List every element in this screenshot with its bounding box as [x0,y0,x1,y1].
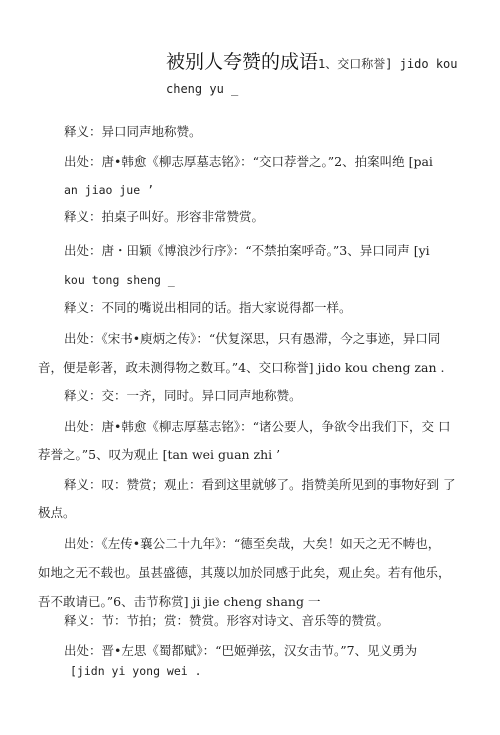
paragraph-line: 如地之无不载也。虽甚盛德，其蔑以加於同感于此矣，观止矣。若有他乐， [38,565,451,580]
document-title [166,50,486,101]
paragraph-line: 释义：异口同声地称赞。 [64,124,202,139]
title-main: 被别人夸赞的成语 [166,51,319,73]
paragraph-line: 释义：叹：赞赏；观止：看到这里就够了。指赞美所见到的事物好到 了 [64,477,456,492]
title-entry-1-heading: 1、交口称誉] jido kou [318,57,458,71]
paragraph-line: 释义：交：一齐，同时。异口同声地称赞。 [64,388,302,403]
paragraph-line: an jiao jue ’ [64,183,155,197]
title-entry-1-pinyin: cheng yu _ [166,82,239,96]
paragraph-line: 极点。 [38,505,76,520]
paragraph-line: 出处：唐•韩愈《柳志厚墓志铭》：“诸公要人，争欲令出我们下，交 口 [64,419,451,434]
paragraph-line: 荐誉之。”5、叹为观止 [tan wei guan zhi ’ [38,447,281,462]
paragraph-line: 吾不敢请已。”6、击节称赏] ji jie cheng shang 一 [38,594,321,609]
paragraph-line: 释义：节：节拍；赏：赞赏。形容对诗文、音乐等的赞赏。 [64,613,390,628]
paragraph-line: 释义：不同的嘴说出相同的话。指大家说得都一样。 [64,300,352,315]
paragraph-line: 出处：《左传•襄公二十九年》：“德至矣哉，大矣！如天之无不帱也， [64,536,441,551]
paragraph-line: 出处：晋•左思《蜀都赋》：“巴姬弹弦，汉女击节。”7、见义勇为 [64,643,418,658]
paragraph-line: 出处：唐•韩愈《柳志厚墓志铭》：“交口荐誉之。”2、拍案叫绝 [pai [64,154,433,169]
paragraph-line: 释义：拍桌子叫好。形容非常赞赏。 [64,209,265,224]
paragraph-line: [jidn yi yong wei . [70,664,202,678]
paragraph-line: kou tong sheng _ [64,273,175,287]
paragraph-line: 音，便是彰著，政未测得物之数耳。”4、交口称誉] jido kou cheng zan . [38,360,445,375]
paragraph-line: 出处：唐・田颖《博浪沙行序》：“不禁拍案呼奇。”3、异口同声 [yi [64,243,430,258]
paragraph-line: 出处：《宋书•庾炳之传》：“伏复深思，只有愚滞，今之事迹，异口同 [64,331,441,346]
